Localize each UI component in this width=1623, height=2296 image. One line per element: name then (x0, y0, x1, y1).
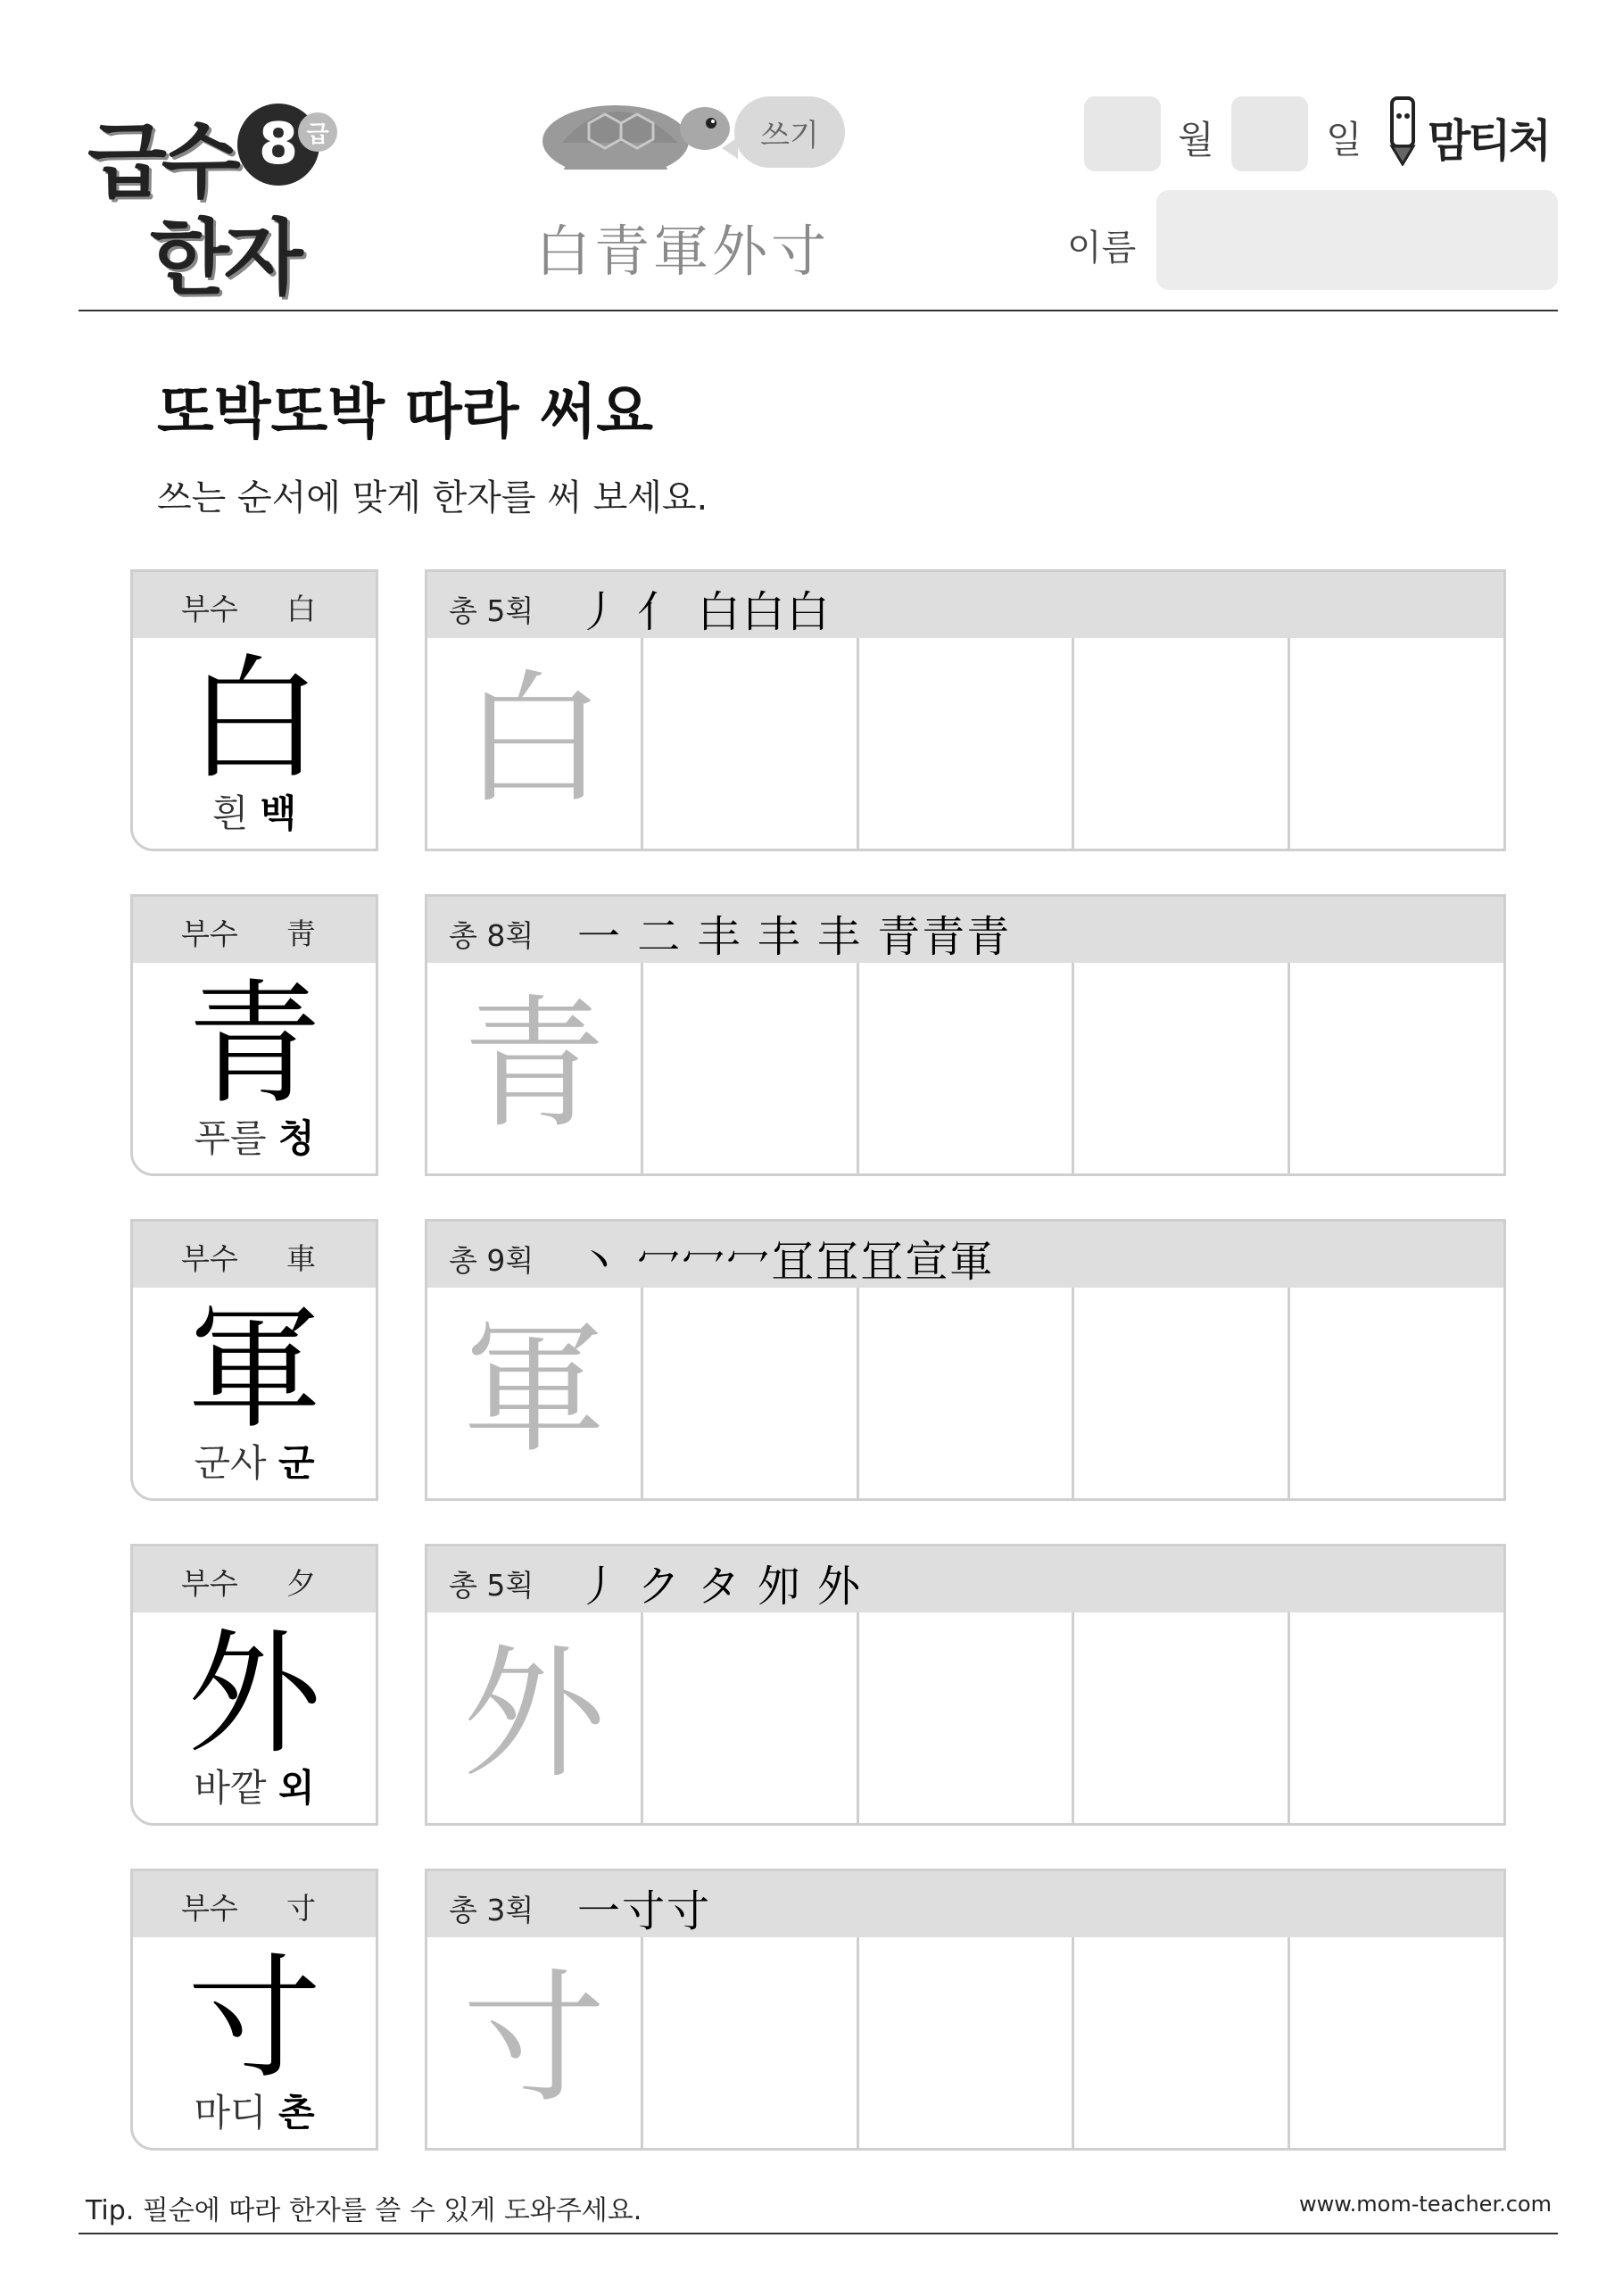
stroke-order: 丿 亻 白白白 (577, 587, 832, 637)
writing-cell[interactable] (1072, 1288, 1288, 1498)
radical-label: 부수 (181, 1566, 238, 1601)
stroke-count: 총 8획 (449, 918, 534, 953)
radical-character: 靑 (286, 916, 316, 951)
radical-character: 白 (286, 592, 316, 626)
writing-cell[interactable] (1288, 963, 1503, 1173)
writing-cell[interactable] (1288, 1612, 1503, 1823)
stroke-header (427, 897, 1503, 963)
writing-cell[interactable] (1072, 1612, 1288, 1823)
turtle-icon (526, 89, 741, 170)
tip-text: Tip. 필순에 따라 한자를 쓸 수 있게 도와주세요. (86, 2195, 642, 2226)
character-reading (133, 1434, 376, 1488)
section-title: 또박또박 따라 써요 (157, 377, 654, 446)
stroke-count: 총 9획 (449, 1243, 534, 1278)
radical-character: 車 (286, 1241, 316, 1276)
practice-row (130, 894, 1506, 1180)
pencil-icon (1383, 95, 1422, 166)
character-sound: 청 (277, 1116, 315, 1160)
stroke-order: 丿 ク タ 夘 外 (577, 1562, 863, 1612)
logo-text-bottom: 한자 (150, 211, 298, 306)
writing-cell[interactable] (1288, 638, 1503, 849)
trace-cell[interactable] (427, 963, 641, 1173)
month-label: 월 (1178, 118, 1214, 162)
writing-cell[interactable] (857, 1288, 1072, 1498)
activity-badge: 쓰기 (734, 96, 845, 168)
radical-label: 부수 (181, 1241, 238, 1276)
stroke-header (427, 1222, 1503, 1288)
trace-character: 外 (462, 1630, 606, 1797)
stroke-order: 一 二 丰 丰 丰 青青青 (577, 912, 1012, 962)
writing-grid (425, 569, 1506, 851)
radical-label: 부수 (181, 1891, 238, 1926)
character-reading (133, 1759, 376, 1812)
worksheet-title-hanja: 白青軍外寸 (535, 219, 831, 284)
practice-row (130, 1869, 1506, 2154)
level-number: 8 (258, 112, 299, 178)
writing-cell[interactable] (1072, 638, 1288, 849)
stroke-header (427, 1546, 1503, 1612)
month-input[interactable] (1084, 96, 1161, 171)
writing-grid (425, 1544, 1506, 1826)
model-character: 白 (186, 642, 321, 798)
writing-cell[interactable] (857, 963, 1072, 1173)
character-card (130, 894, 378, 1176)
model-character: 寸 (186, 1942, 321, 2097)
writing-cell[interactable] (641, 638, 857, 849)
radical-label: 부수 (181, 592, 238, 626)
writing-grid (425, 1219, 1506, 1501)
practice-row (130, 1219, 1506, 1504)
character-meaning: 바깥 (194, 1766, 267, 1810)
level-badge (237, 104, 329, 186)
writing-cell[interactable] (857, 1937, 1072, 2148)
character-meaning: 흰 (211, 792, 249, 835)
stroke-header (427, 1871, 1503, 1937)
stroke-order: 丶 冖冖冖冝冝冝宣軍 (577, 1237, 995, 1287)
day-label: 일 (1326, 118, 1362, 162)
stroke-count: 총 3획 (449, 1893, 534, 1927)
stroke-count: 총 5획 (449, 1568, 534, 1603)
model-character: 軍 (186, 1292, 321, 1447)
writing-cell[interactable] (1288, 1288, 1503, 1498)
writing-cell[interactable] (1288, 1937, 1503, 2148)
stroke-header (427, 572, 1503, 638)
instruction-text: 쓰는 순서에 맞게 한자를 써 보세요. (157, 477, 708, 518)
trace-character: 白 (462, 656, 606, 823)
name-input[interactable] (1156, 190, 1558, 290)
trace-cell[interactable] (427, 638, 641, 849)
radical-label: 부수 (181, 916, 238, 951)
footer-divider (79, 2233, 1558, 2234)
character-card (130, 1869, 378, 2151)
character-reading (133, 1109, 376, 1163)
character-reading (133, 2084, 376, 2137)
trace-cell[interactable] (427, 1288, 641, 1498)
character-card (130, 1544, 378, 1826)
radical-header (133, 897, 376, 963)
stroke-order: 一寸寸 (577, 1886, 712, 1936)
brand-name: 맘티처 (1428, 115, 1549, 167)
brand-logo (1383, 95, 1561, 170)
writing-cell[interactable] (1072, 963, 1288, 1173)
name-label: 이름 (1067, 228, 1137, 269)
logo (87, 96, 329, 306)
stroke-count: 총 5획 (449, 593, 534, 628)
character-sound: 백 (260, 792, 297, 835)
radical-header (133, 1871, 376, 1937)
logo-text-top: 급수 (87, 114, 236, 210)
character-sound: 군 (277, 1441, 315, 1485)
character-card (130, 1219, 378, 1501)
character-sound: 외 (277, 1766, 315, 1810)
trace-character: 青 (462, 981, 606, 1148)
character-card (130, 569, 378, 851)
trace-character: 寸 (462, 1955, 606, 2122)
character-meaning: 군사 (194, 1441, 267, 1485)
character-meaning: 마디 (194, 2091, 267, 2134)
writing-cell[interactable] (641, 1612, 857, 1823)
character-reading (133, 784, 376, 838)
practice-row (130, 569, 1506, 855)
model-character: 青 (186, 967, 321, 1123)
trace-cell[interactable] (427, 1612, 641, 1823)
writing-cell[interactable] (641, 963, 857, 1173)
writing-cell[interactable] (641, 1288, 857, 1498)
writing-grid (425, 1869, 1506, 2151)
trace-cell[interactable] (427, 1937, 641, 2148)
radical-header (133, 1546, 376, 1612)
model-character: 外 (186, 1617, 321, 1772)
level-unit: 급 (298, 112, 337, 152)
character-sound: 촌 (277, 2091, 315, 2134)
radical-character: 夕 (286, 1566, 316, 1601)
writing-grid (425, 894, 1506, 1176)
writing-cell[interactable] (857, 638, 1072, 849)
writing-cell[interactable] (1072, 1937, 1288, 2148)
character-meaning: 푸를 (194, 1116, 267, 1160)
radical-character: 寸 (286, 1891, 316, 1926)
header-divider (79, 310, 1558, 311)
trace-character: 軍 (462, 1305, 606, 1472)
writing-cell[interactable] (641, 1937, 857, 2148)
website-url: www.mom-teacher.com (1298, 2192, 1552, 2217)
practice-row (130, 1544, 1506, 1829)
radical-header (133, 1222, 376, 1288)
day-input[interactable] (1231, 96, 1308, 171)
radical-header (133, 572, 376, 638)
writing-cell[interactable] (857, 1612, 1072, 1823)
